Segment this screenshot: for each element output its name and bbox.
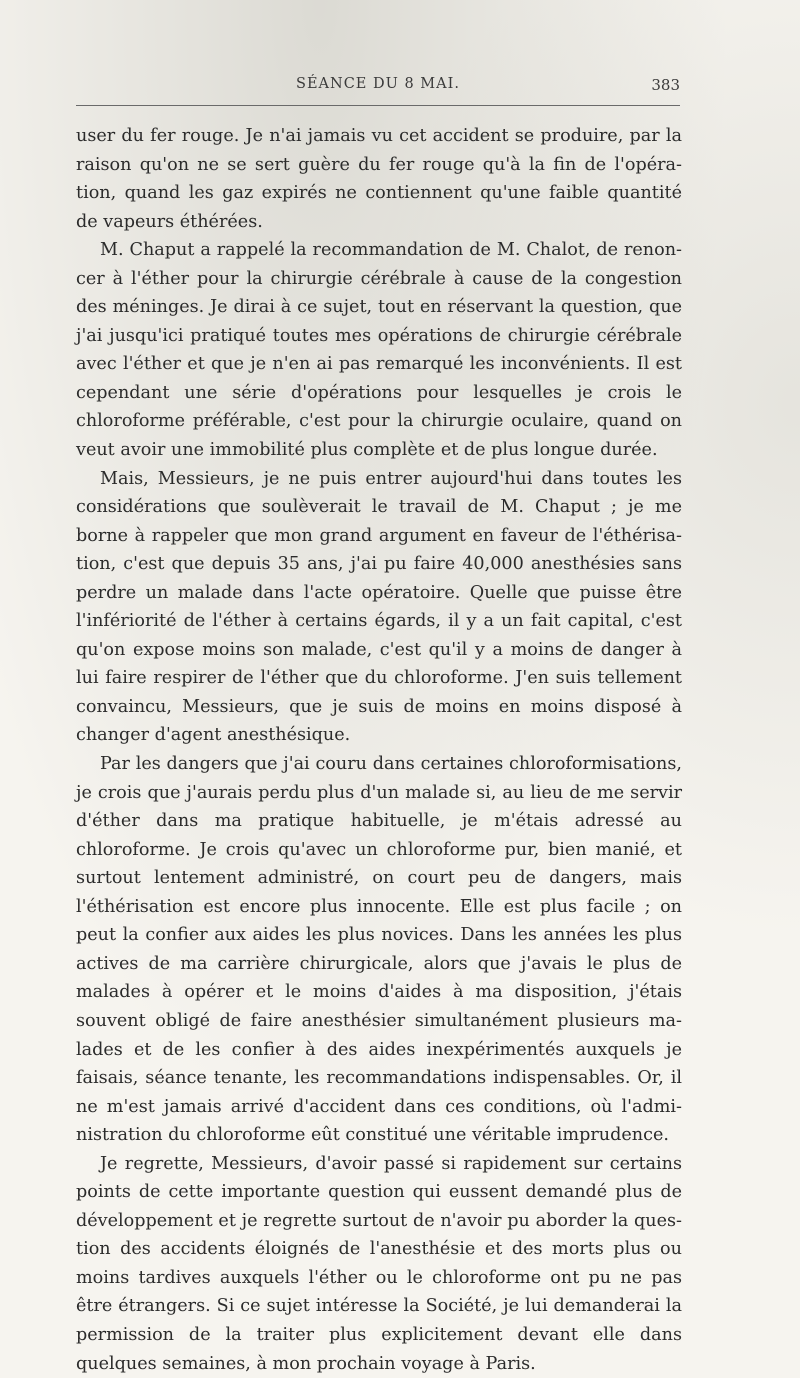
page-number: 383 xyxy=(651,76,680,94)
paragraph: user du fer rouge. Je n'ai jamais vu cet accident se produire, par la raison qu'on ne se sert guère du fer rouge qu'à la fin de l'opération, quand les gaz expirés ne contiennent qu'une faible quantité de vapeurs éthérées. xyxy=(76,126,682,232)
page-header xyxy=(76,76,680,98)
paragraph: Par les dangers que j'ai couru dans certaines chloroformisations, je crois que j'aurais perdu plus d'un malade si, au lieu de me servir d'éther dans ma pratique habituelle, je m'étais adressé au chloroforme. Je crois qu'avec un chloroforme pur, bien manié, et surtout lentement administré, on court peu de dangers, mais l'éthérisation est encore plus innocente. Elle est plus facile ; on peut la confier aux aides les plus novices. Dans les années les plus actives de ma carrière chirurgicale, alors que j'avais le plus de malades à opérer et le moins d'aides à ma disposition, j'étais souvent obligé de faire anesthésier simultanément plusieurs malades et de les confier à des aides inexpérimentés auxquels je faisais, séance tenante, les recommandations indispensables. Or, il ne m'est jamais arrivé d'accident dans ces conditions, où l'administration du chloroforme eût constitué une véritable imprudence. xyxy=(76,754,682,1146)
running-title: SÉANCE DU 8 MAI. xyxy=(296,76,460,92)
header-rule xyxy=(76,105,680,106)
paragraph: Mais, Messieurs, je ne puis entrer aujourd'hui dans toutes les considérations que soulèverait le travail de M. Chaput ; je me borne à rappeler que mon grand argument en faveur de l'éthérisation, c'est que depuis 35 ans, j'ai pu faire 40,000 anesthésies sans perdre un malade dans l'acte opératoire. Quelle que puisse être l'infériorité de l'éther à certains égards, il y a un fait capital, c'est qu'on expose moins son malade, c'est qu'il y a moins de danger à lui faire respirer de l'éther que du chloroforme. J'en suis tellement convaincu, Messieurs, que je suis de moins en moins disposé à changer d'agent anesthésique. xyxy=(76,468,682,746)
paragraph: Je regrette, Messieurs, d'avoir passé si rapidement sur certains points de cette importante question qui eussent demandé plus de développement et je regrette surtout de n'avoir pu aborder la question des accidents éloignés de l'anesthésie et des morts plus ou moins tardives auxquels l'éther ou le chloroforme ont pu ne pas être étrangers. Si ce sujet intéresse la Société, je lui demanderai la permission de la traiter plus explicitement devant elle dans quelques semaines, à mon prochain voyage à Paris. xyxy=(76,1153,682,1374)
body-text xyxy=(76,122,682,1378)
paragraph: M. Chaput a rappelé la recommandation de M. Chalot, de renoncer à l'éther pour la chirurgie cérébrale à cause de la congestion des méninges. Je dirai à ce sujet, tout en réservant la question, que j'ai jusqu'ici pratiqué toutes mes opérations de chirurgie cérébrale avec l'éther et que je n'en ai pas remarqué les inconvénients. Il est cependant une série d'opérations pour lesquelles je crois le chloroforme préférable, c'est pour la chirurgie oculaire, quand on veut avoir une immobilité plus complète et de plus longue durée. xyxy=(76,240,682,461)
